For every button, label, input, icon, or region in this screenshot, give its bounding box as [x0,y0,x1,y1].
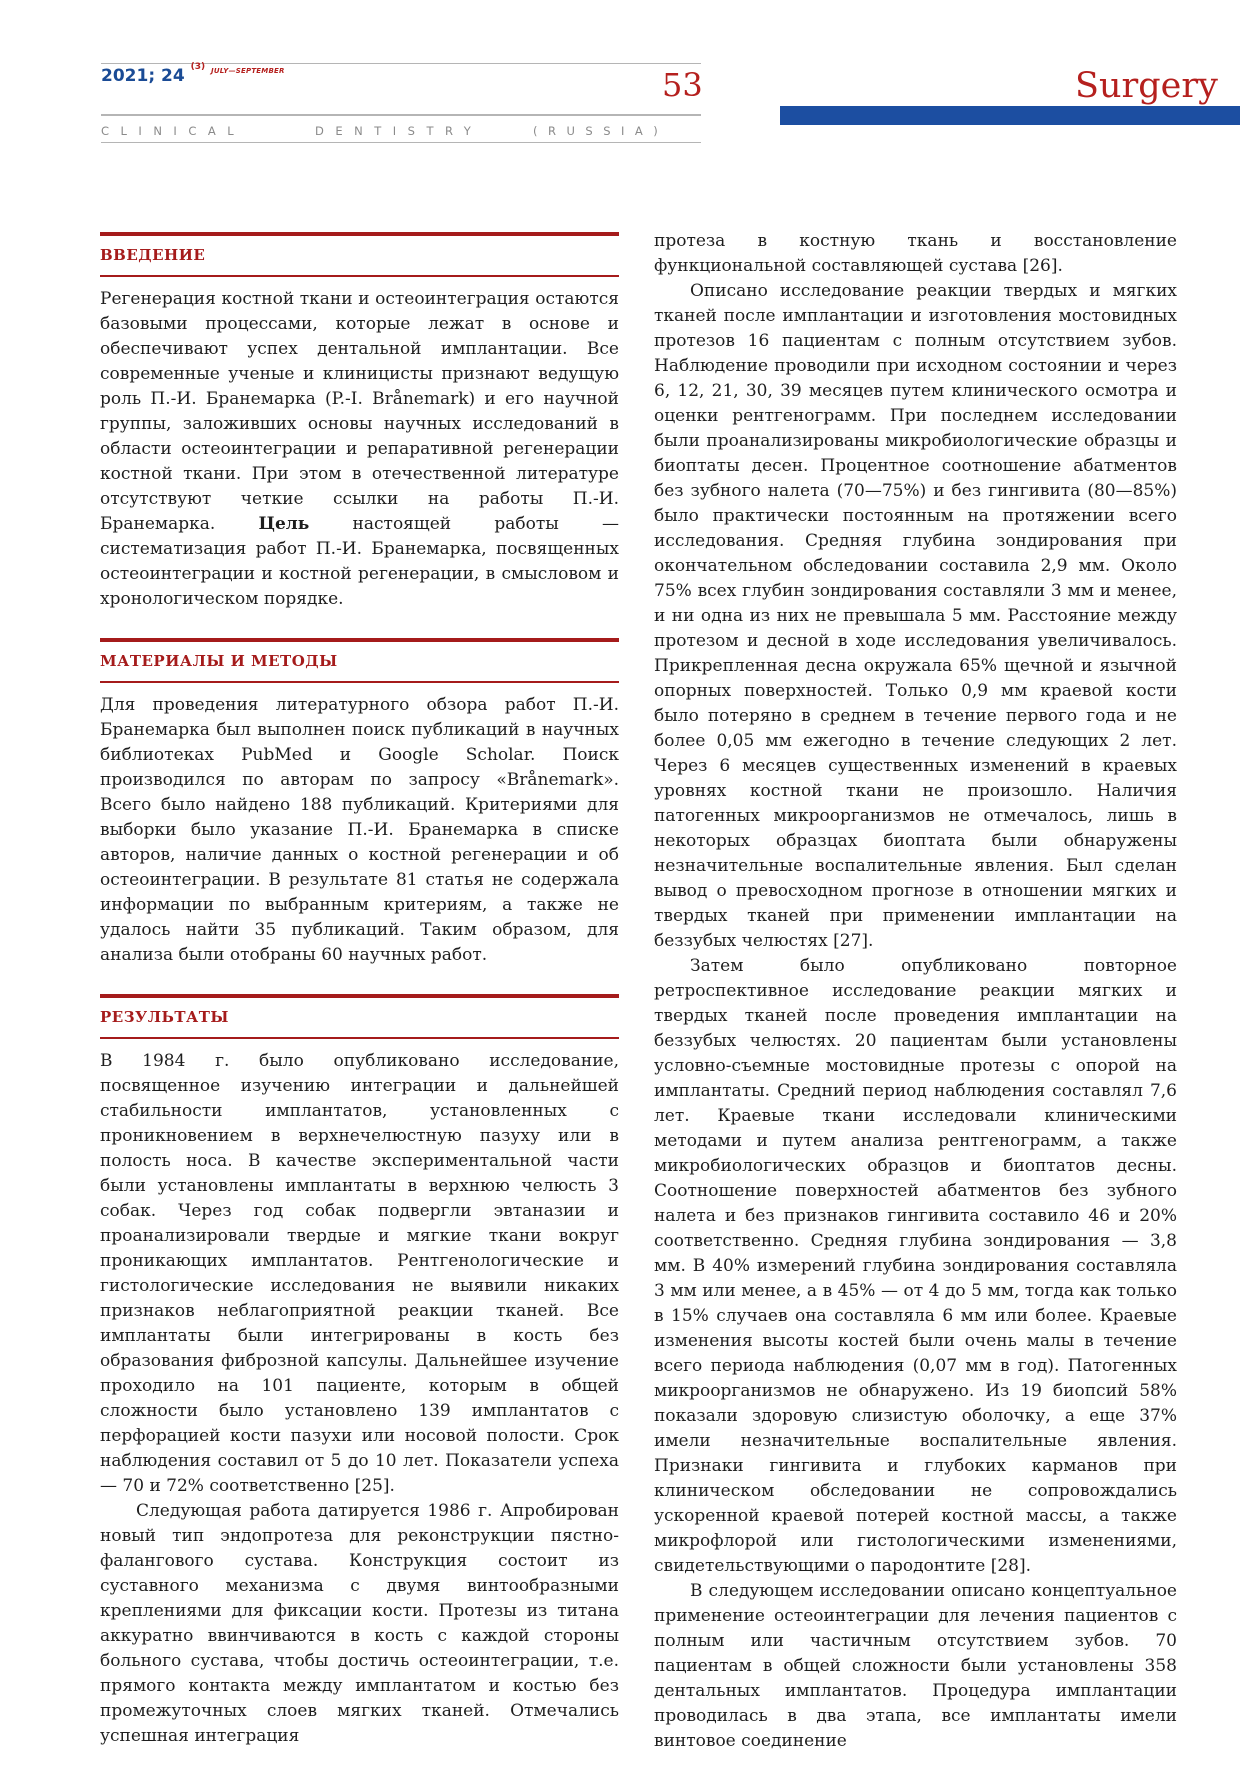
section-results [100,994,619,1749]
section-introduction [100,232,619,612]
journal-name-word: CLINICAL [101,124,246,138]
heading-introduction [100,232,619,277]
issue-label [101,62,285,86]
issue-number: (3) [190,62,206,73]
heading-methods-text: МАТЕРИАЛЫ И МЕТОДЫ [100,652,338,670]
heading-introduction-text: ВВЕДЕНИЕ [100,246,206,264]
page-number: 53 [662,66,703,104]
section-color-bar [780,106,1240,125]
right-paragraph-1: протеза в костную ткань и восстановление функциональной составляющей сустава [26]. [654,231,1177,276]
heading-results [100,994,619,1039]
heading-methods [100,638,619,683]
intro-paragraph [100,287,619,612]
page-header [0,0,1240,150]
section-title: Surgery [1075,66,1218,106]
journal-name-word: (RUSSIA) [533,124,669,138]
header-rule-middle [101,114,701,116]
heading-results-text: РЕЗУЛЬТАТЫ [100,1008,229,1026]
intro-text-part1: Регенерация костной ткани и остеоинтеграция остаются базовыми процессами, которые лежат в основе и обеспечивают успех дентальной имплантации. Все современные ученые и клиницисты признают ведущую роль П.-И. Бранемарка (P.-I. Brånemark) и его научной группы, заложивших основы научных исследований в области остеоинтеграции и репаративной регенерации костной ткани. При этом в отечественной литературе отсутствуют четкие ссылки на работы П.-И. Бранемарка. [100,289,619,534]
section-methods [100,638,619,968]
left-column [100,232,619,1775]
intro-text-part2: настоящей работы — систематизация работ П.-И. Бранемарка, посвященных остеоинтеграции и костной регенерации, в смысловом и хронологическом порядке. [100,514,619,609]
right-paragraph-4: В следующем исследовании описано концептуальное применение остеоинтеграции для лечения пациентов с полным или частичным отсутствием зубов. 70 пациентам в общей сложности были установлены 358 дентальных имплантатов. Процедура имплантации проводилась в два этапа, все имплантаты имели винтовое соединение [654,1581,1177,1751]
right-column [654,229,1177,1754]
right-paragraph-3: Затем было опубликовано повторное ретроспективное исследование реакции мягких и твердых тканей после проведения имплантации на беззубых челюстях. 20 пациентам были установлены условно-съемные мостовидные протезы с опорой на имплантаты. Средний период наблюдения составлял 7,6 лет. Краевые ткани исследовали клиническими методами и путем анализа рентгенограмм, а также микробиологических образцов и биоптатов десны. Соотношение поверхностей абатментов без зубного налета и без признаков гингивита составило 46 и 20% соответственно. Средняя глубина зондирования — 3,8 мм. В 40% измерений глубина зондирования составляла 3 мм или менее, а в 45% — от 4 до 5 мм, тогда как только в 15% случаев она составляла 6 мм или более. Краевые изменения высоты костей были очень малы в течение всего периода наблюдения (0,07 мм в год). Патогенных микроорганизмов не обнаружено. Из 19 биопсий 58% показали здоровую слизистую оболочку, а еще 37% имели незначительные воспалительные явления. Признаки гингивита и глубоких карманов при клиническом обследовании не сопровождались ускоренной краевой потерей костной массы, а также микрофлорой или гистологическими изменениями, свидетельствующими о пародонтите [28]. [654,956,1177,1576]
year-volume: 2021; 24 [101,66,185,86]
journal-name-word: DENTISTRY [315,124,483,138]
results-paragraph-2: Следующая работа датируется 1986 г. Апробирован новый тип эндопротеза для реконструкции пястно-фалангового сустава. Конструкция состоит из суставного механизма с двумя винтообразными креплениями для фиксации кости. Протезы из титана аккуратно ввинчиваются в кость с каждой стороны больного сустава, чтобы достичь остеоинтеграции, т.е. прямого контакта между имплантатом и костью без промежуточных слоев мягких тканей. Отмечались успешная интеграция [100,1501,619,1746]
issue-months: JULY—SEPTEMBER [211,67,285,75]
header-rule-bottom [101,142,701,143]
results-paragraph-1: В 1984 г. было опубликовано исследование, посвященное изучению интеграции и дальнейшей стабильности имплантатов, установленных с проникновением в верхнечелюстную пазуху или в полость носа. В качестве экспериментальной части были установлены имплантаты в верхнюю челюсть 3 собак. Через год собак подвергли эвтаназии и проанализировали твердые и мягкие ткани вокруг проникающих имплантатов. Рентгенологические и гистологические исследования не выявили никаких признаков неблагоприятной реакции тканей. Все имплантаты были интегрированы в кость без образования фиброзной капсулы. Дальнейшее изучение проходило на 101 пациенте, которым в общей сложности было установлено 139 имплантатов с перфорацией кости пазухи или носовой полости. Срок наблюдения составил от 5 до 10 лет. Показатели успеха — 70 и 72% соответственно [25]. [100,1051,619,1496]
methods-paragraph: Для проведения литературного обзора работ П.-И. Бранемарка был выполнен поиск публикаций в научных библиотеках PubMed и Google Scholar. Поиск производился по авторам по запросу «Brånemark». Всего было найдено 188 публикаций. Критериями для выборки было указание П.-И. Бранемарка в списке авторов, наличие данных о костной регенерации и об остеоинтеграции. В результате 81 статья не содержала информации по выбранным критериям, а также не удалось найти 35 публикаций. Таким образом, для анализа были отобраны 60 научных работ. [100,695,619,965]
intro-goal-bold: Цель [258,514,310,534]
right-paragraph-2: Описано исследование реакции твердых и мягких тканей после имплантации и изготовления мостовидных протезов 16 пациентам с полным отсутствием зубов. Наблюдение проводили при исходном состоянии и через 6, 12, 21, 30, 39 месяцев путем клинического осмотра и оценки рентгенограмм. При последнем исследовании были проанализированы микробиологические образцы и биоптаты десен. Процентное соотношение абатментов без зубного налета (70—75%) и без гингивита (80—85%) было практически постоянным на протяжении всего исследования. Средняя глубина зондирования при окончательном обследовании составила 2,9 мм. Около 75% всех глубин зондирования составляли 3 мм и менее, и ни одна из них не превышала 5 мм. Расстояние между протезом и десной в ходе исследования увеличивалось. Прикрепленная десна окружала 65% щечной и язычной опорных поверхностей. Только 0,9 мм краевой кости было потеряно в среднем в течение первого года и не более 0,05 мм ежегодно в течение следующих 2 лет. Через 6 месяцев существенных изменений в краевых уровнях костной ткани не произошло. Наличия патогенных микроорганизмов не отмечалось, лишь в некоторых образцах биоптата были обнаружены незначительные воспалительные явления. Был сделан вывод о превосходном прогнозе в отношении мягких и твердых тканей при применении имплантации на беззубых челюстях [27]. [654,281,1177,951]
